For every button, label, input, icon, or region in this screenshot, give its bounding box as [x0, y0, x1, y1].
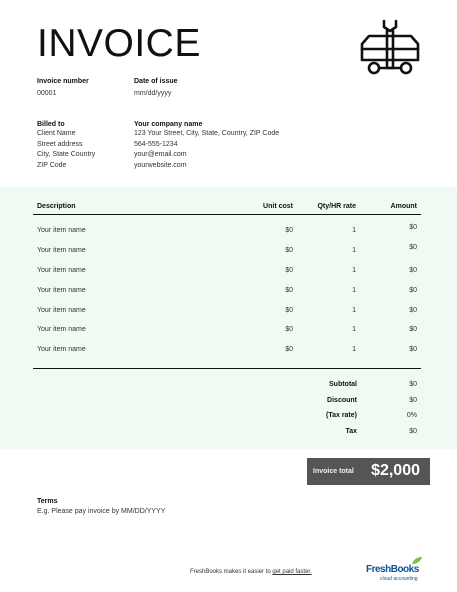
footer-promo — [190, 569, 312, 575]
date-of-issue-value: mm/dd/yyyy — [134, 90, 172, 97]
item-qty: 1 — [352, 287, 356, 294]
column-header-amount: Amount — [390, 203, 417, 210]
column-header-qty: Qty/HR rate — [317, 203, 356, 210]
tax-rate-value: 0% — [406, 412, 417, 419]
client-city: City, State Country — [37, 151, 96, 158]
company-name-label: Your company name — [134, 121, 203, 128]
item-unit-cost: $0 — [285, 307, 293, 314]
item-amount: $0 — [409, 267, 417, 274]
item-description: Your item name — [37, 307, 86, 314]
billed-to-label: Billed to — [37, 121, 65, 128]
item-qty: 1 — [352, 326, 356, 333]
item-amount: $0 — [409, 224, 417, 231]
item-unit-cost: $0 — [285, 247, 293, 254]
client-zip: ZIP Code — [37, 161, 67, 169]
item-description: Your item name — [37, 247, 86, 254]
item-qty: 1 — [352, 346, 356, 353]
billed-to-address — [37, 129, 95, 171]
item-unit-cost: $0 — [285, 346, 293, 353]
invoice-total-value: $2,000 — [371, 462, 420, 479]
date-of-issue-label: Date of issue — [134, 78, 178, 85]
item-unit-cost: $0 — [285, 267, 293, 274]
item-qty: 1 — [352, 227, 356, 234]
subtotal-label: Subtotal — [329, 381, 357, 388]
company-phone: 564-555-1234 — [134, 140, 178, 148]
company-website: yourwebsite.com — [134, 161, 187, 169]
company-address: 123 Your Street, City, State, Country, ZIP Code — [134, 130, 280, 137]
terms-label: Terms — [37, 498, 58, 505]
column-header-unit-cost: Unit cost — [263, 203, 293, 210]
table-header-divider — [33, 214, 421, 215]
item-qty: 1 — [352, 307, 356, 314]
invoice-number-value: 00001 — [37, 90, 57, 97]
item-description: Your item name — [37, 267, 86, 274]
column-header-description: Description — [37, 203, 76, 210]
client-name: Client Name — [37, 130, 76, 137]
freshbooks-tagline: cloud accounting — [380, 576, 418, 582]
tax-label: Tax — [345, 428, 357, 435]
freshbooks-logo — [366, 556, 424, 584]
wrench-car-icon — [357, 18, 423, 80]
item-amount: $0 — [409, 287, 417, 294]
item-qty: 1 — [352, 247, 356, 254]
item-amount: $0 — [409, 326, 417, 333]
table-footer-divider — [33, 368, 421, 369]
item-amount: $0 — [409, 244, 417, 251]
page-title: INVOICE — [37, 22, 201, 65]
discount-value: $0 — [409, 397, 417, 404]
invoice-total-label: Invoice total — [313, 468, 354, 475]
freshbooks-wordmark: FreshBooks — [366, 564, 419, 575]
item-unit-cost: $0 — [285, 326, 293, 333]
client-street: Street address — [37, 140, 83, 148]
terms-text: E.g. Please pay invoice by MM/DD/YYYY — [37, 508, 166, 515]
invoice-total-box — [307, 458, 430, 485]
discount-label: Discount — [327, 397, 357, 404]
item-unit-cost: $0 — [285, 287, 293, 294]
tax-value: $0 — [409, 428, 417, 435]
item-description: Your item name — [37, 287, 86, 294]
footer-promo-text: FreshBooks makes it easier to — [190, 569, 271, 575]
company-details — [134, 129, 279, 171]
item-qty: 1 — [352, 267, 356, 274]
item-amount: $0 — [409, 307, 417, 314]
item-amount: $0 — [409, 346, 417, 353]
company-email: your@email.com — [134, 151, 187, 158]
tax-rate-label: (Tax rate) — [326, 412, 357, 419]
item-description: Your item name — [37, 227, 86, 234]
subtotal-value: $0 — [409, 381, 417, 388]
get-paid-faster-link[interactable]: get paid faster. — [272, 569, 312, 575]
item-unit-cost: $0 — [285, 227, 293, 234]
item-description: Your item name — [37, 346, 86, 353]
item-description: Your item name — [37, 326, 86, 333]
invoice-number-label: Invoice number — [37, 78, 89, 85]
